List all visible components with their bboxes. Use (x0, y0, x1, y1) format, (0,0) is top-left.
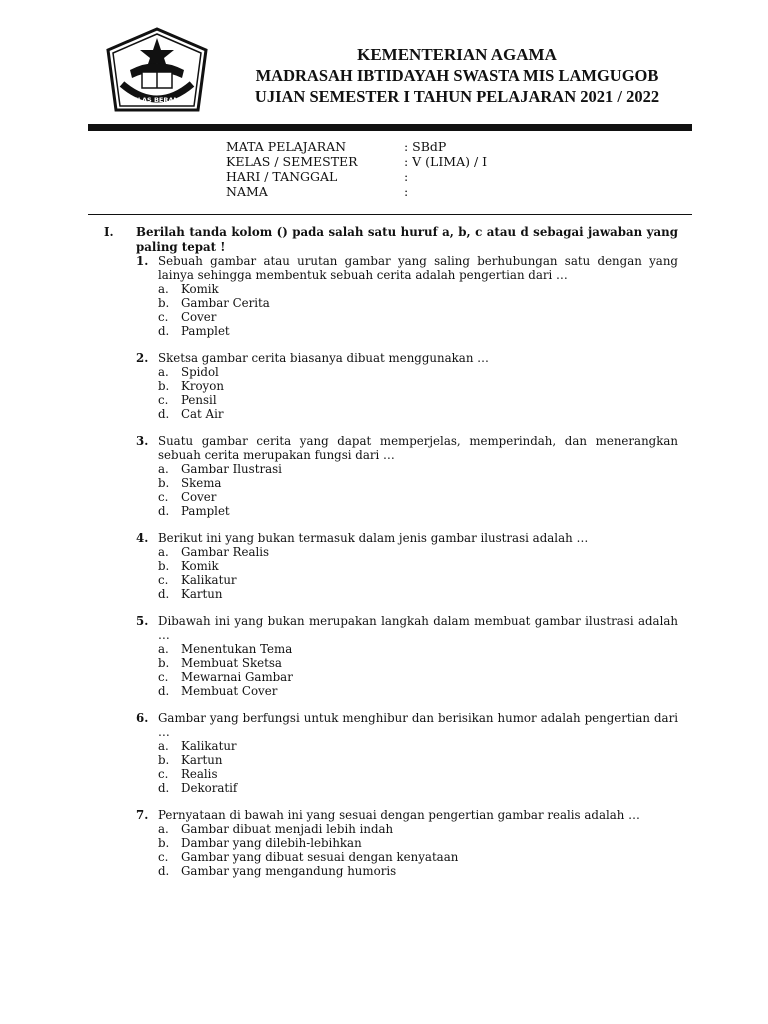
info-row (226, 139, 487, 154)
question-header (136, 434, 678, 462)
answer-option[interactable] (158, 462, 678, 476)
answer-option[interactable] (158, 504, 678, 518)
question-item (136, 434, 678, 518)
info-value: : (404, 169, 409, 184)
question-header (136, 254, 678, 282)
question-list (104, 254, 678, 878)
option-text: Membuat Sketsa (181, 656, 282, 670)
option-text: Gambar yang dibuat sesuai dengan kenyataan (181, 850, 459, 864)
answer-option[interactable] (158, 642, 678, 656)
option-text: Cat Air (181, 407, 224, 421)
option-text: Gambar yang mengandung humoris (181, 864, 397, 878)
option-text: Menentukan Tema (181, 642, 293, 656)
ministry-name: KEMENTERIAN AGAMA (357, 45, 557, 64)
info-label: MATA PELAJARAN (226, 139, 347, 154)
question-text: Suatu gambar cerita yang dapat memperjelas, memperindah, dan menerangkan sebuah cerita merupakan fungsi dari … (158, 434, 678, 462)
option-letter: a. (158, 282, 169, 296)
answer-option[interactable] (158, 739, 678, 753)
answer-options (158, 282, 678, 338)
option-letter: d. (158, 407, 170, 421)
question-section (104, 225, 678, 878)
option-letter: c. (158, 670, 169, 684)
option-letter: c. (158, 393, 169, 407)
option-text: Gambar Ilustrasi (181, 462, 282, 476)
option-letter: b. (158, 656, 170, 670)
answer-option[interactable] (158, 684, 678, 698)
answer-option[interactable] (158, 559, 678, 573)
info-row (226, 154, 487, 169)
question-header (136, 351, 678, 365)
option-letter: a. (158, 545, 169, 559)
answer-options (158, 462, 678, 518)
question-item (136, 254, 678, 338)
answer-options (158, 545, 678, 601)
question-text: Gambar yang berfungsi untuk menghibur dan berisikan humor adalah pengertian dari … (158, 711, 678, 739)
answer-option[interactable] (158, 379, 678, 393)
option-text: Komik (181, 282, 219, 296)
answer-option[interactable] (158, 656, 678, 670)
ministry-emblem-icon (102, 26, 212, 126)
question-text: Pernyataan di bawah ini yang sesuai dengan pengertian gambar realis adalah … (158, 808, 640, 822)
answer-option[interactable] (158, 324, 678, 338)
answer-option[interactable] (158, 836, 678, 850)
answer-option[interactable] (158, 573, 678, 587)
question-header (136, 614, 678, 642)
option-letter: a. (158, 365, 169, 379)
question-number: 3. (136, 434, 149, 448)
option-text: Komik (181, 559, 219, 573)
answer-option[interactable] (158, 296, 678, 310)
section-heading (104, 225, 678, 254)
answer-option[interactable] (158, 850, 678, 864)
option-letter: c. (158, 767, 169, 781)
option-text: Spidol (181, 365, 219, 379)
option-letter: b. (158, 379, 170, 393)
question-item (136, 614, 678, 698)
option-letter: c. (158, 850, 169, 864)
info-value: : SBdP (404, 139, 447, 154)
option-letter: b. (158, 559, 170, 573)
question-header (136, 711, 678, 739)
option-text: Pensil (181, 393, 217, 407)
school-name: MADRASAH IBTIDAYAH SWASTA MIS LAMGUGOB (255, 66, 659, 85)
answer-options (158, 739, 678, 795)
option-letter: b. (158, 836, 170, 850)
option-letter: c. (158, 490, 169, 504)
answer-option[interactable] (158, 587, 678, 601)
answer-option[interactable] (158, 822, 678, 836)
option-letter: a. (158, 822, 169, 836)
answer-option[interactable] (158, 767, 678, 781)
info-label: HARI / TANGGAL (226, 169, 338, 184)
answer-option[interactable] (158, 476, 678, 490)
option-text: Mewarnai Gambar (181, 670, 293, 684)
option-text: Kroyon (181, 379, 224, 393)
option-text: Dekoratif (181, 781, 238, 795)
option-text: Gambar Realis (181, 545, 270, 559)
question-text: Dibawah ini yang bukan merupakan langkah dalam membuat gambar ilustrasi adalah … (158, 614, 678, 642)
option-letter: b. (158, 476, 170, 490)
answer-option[interactable] (158, 753, 678, 767)
option-text: Dambar yang dilebih-lebihkan (181, 836, 362, 850)
header-divider (88, 124, 692, 131)
info-row (226, 184, 487, 199)
question-item (136, 808, 678, 878)
option-text: Pamplet (181, 504, 230, 518)
answer-options (158, 642, 678, 698)
answer-option[interactable] (158, 781, 678, 795)
exam-title: UJIAN SEMESTER I TAHUN PELAJARAN 2021 / 2022 (254, 87, 660, 106)
option-letter: d. (158, 504, 170, 518)
option-text: Kartun (181, 587, 223, 601)
question-header (136, 808, 678, 822)
info-divider (88, 214, 692, 215)
option-text: Kalikatur (181, 739, 237, 753)
answer-options (158, 822, 678, 878)
option-letter: c. (158, 310, 169, 324)
question-header (136, 531, 678, 545)
question-number: 6. (136, 711, 149, 725)
option-letter: d. (158, 684, 170, 698)
option-text: Skema (181, 476, 222, 490)
answer-option[interactable] (158, 545, 678, 559)
option-letter: d. (158, 587, 170, 601)
option-text: Realis (181, 767, 218, 781)
ministry-logo (102, 26, 212, 126)
option-letter: d. (158, 324, 170, 338)
option-text: Gambar dibuat menjadi lebih indah (181, 822, 394, 836)
option-letter: a. (158, 642, 169, 656)
question-text: Sketsa gambar cerita biasanya dibuat menggunakan … (158, 351, 489, 365)
option-text: Kalikatur (181, 573, 237, 587)
option-text: Membuat Cover (181, 684, 278, 698)
letterhead (222, 44, 692, 107)
answer-option[interactable] (158, 670, 678, 684)
option-letter: d. (158, 864, 170, 878)
info-value: : V (LIMA) / I (404, 154, 488, 169)
answer-option[interactable] (158, 864, 678, 878)
answer-options (158, 365, 678, 421)
question-item (136, 531, 678, 601)
option-letter: a. (158, 462, 169, 476)
exam-info (226, 139, 487, 199)
option-text: Pamplet (181, 324, 230, 338)
answer-option[interactable] (158, 407, 678, 421)
option-letter: c. (158, 573, 169, 587)
option-letter: b. (158, 296, 170, 310)
answer-option[interactable] (158, 490, 678, 504)
answer-option[interactable] (158, 282, 678, 296)
question-number: 2. (136, 351, 149, 365)
info-row (226, 169, 487, 184)
question-number: 5. (136, 614, 149, 628)
question-number: 7. (136, 808, 149, 822)
question-item (136, 711, 678, 795)
question-item (136, 351, 678, 421)
info-value: : (404, 184, 409, 199)
section-number: I. (104, 225, 114, 239)
option-letter: b. (158, 753, 170, 767)
info-label: NAMA (226, 184, 268, 199)
info-label: KELAS / SEMESTER (226, 154, 358, 169)
option-text: Cover (181, 490, 217, 504)
question-text: Berikut ini yang bukan termasuk dalam jenis gambar ilustrasi adalah … (158, 531, 589, 545)
svg-text:IKHLAS BERAMAL: IKHLAS BERAMAL (124, 96, 190, 104)
option-letter: d. (158, 781, 170, 795)
section-instruction: Berilah tanda kolom () pada salah satu huruf a, b, c atau d sebagai jawaban yang paling tepat ! (136, 225, 678, 254)
question-text: Sebuah gambar atau urutan gambar yang saling berhubungan satu dengan yang lainya sehingga membentuk sebuah cerita adalah pengertian dari … (158, 254, 678, 282)
answer-option[interactable] (158, 310, 678, 324)
option-text: Kartun (181, 753, 223, 767)
question-number: 4. (136, 531, 149, 545)
option-letter: a. (158, 739, 169, 753)
option-text: Gambar Cerita (181, 296, 270, 310)
question-number: 1. (136, 254, 149, 268)
option-text: Cover (181, 310, 217, 324)
answer-option[interactable] (158, 393, 678, 407)
answer-option[interactable] (158, 365, 678, 379)
